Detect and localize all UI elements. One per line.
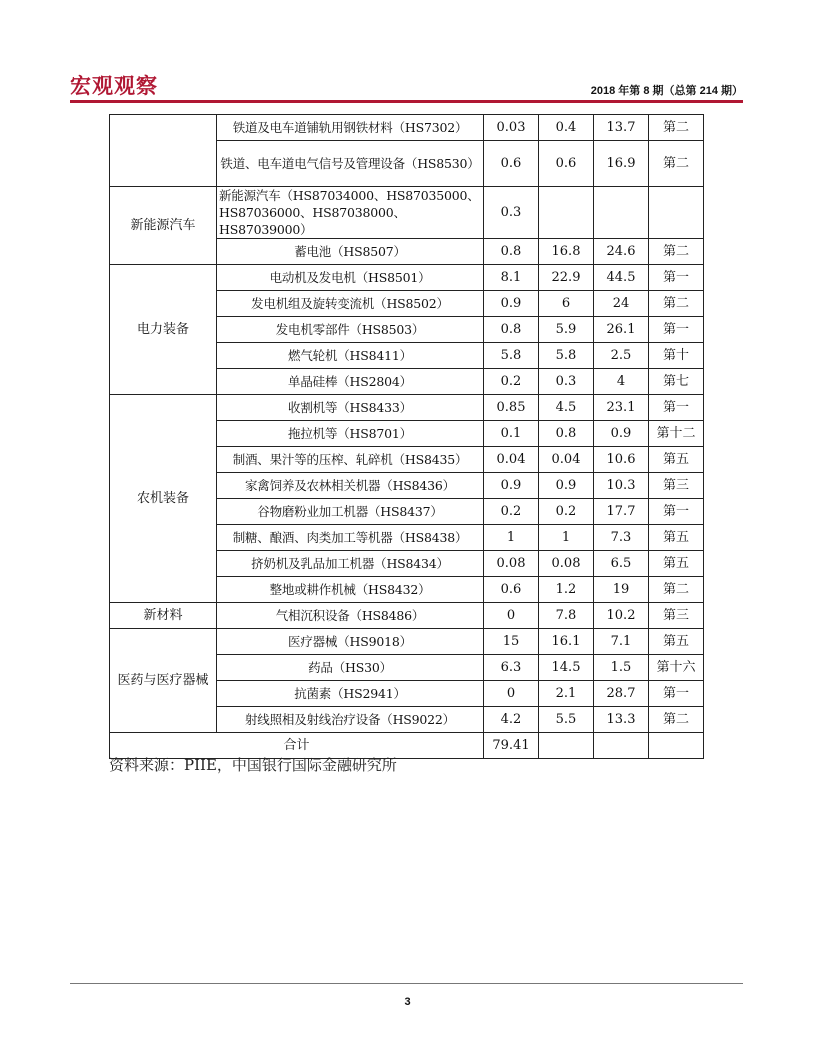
value-cell: 2.1: [539, 681, 594, 707]
value-cell: 13.3: [594, 707, 649, 733]
rank-cell: 第一: [649, 499, 704, 525]
value-cell: 0.9: [484, 291, 539, 317]
product-cell: 发电机零部件（HS8503）: [217, 317, 484, 343]
total-value: 79.41: [484, 733, 539, 759]
rank-cell: 第三: [649, 603, 704, 629]
product-cell: 单晶硅棒（HS2804）: [217, 369, 484, 395]
rank-cell: 第一: [649, 317, 704, 343]
value-cell: 5.9: [539, 317, 594, 343]
value-cell: 6.3: [484, 655, 539, 681]
value-cell: 13.7: [594, 115, 649, 141]
product-cell: 谷物磨粉业加工机器（HS8437）: [217, 499, 484, 525]
product-cell: 气相沉积设备（HS8486）: [217, 603, 484, 629]
value-cell: 44.5: [594, 265, 649, 291]
value-cell: 14.5: [539, 655, 594, 681]
product-cell: 射线照相及射线治疗设备（HS9022）: [217, 707, 484, 733]
rank-cell: 第十: [649, 343, 704, 369]
product-cell: 挤奶机及乳品加工机器（HS8434）: [217, 551, 484, 577]
value-cell: 10.6: [594, 447, 649, 473]
rank-cell: 第五: [649, 551, 704, 577]
table-row: [110, 115, 704, 141]
value-cell: [594, 187, 649, 239]
value-cell: 1.5: [594, 655, 649, 681]
header-divider: [70, 100, 743, 103]
value-cell: 0: [484, 603, 539, 629]
value-cell: 0.9: [594, 421, 649, 447]
value-cell: 1: [539, 525, 594, 551]
value-cell: 4.2: [484, 707, 539, 733]
rank-cell: 第五: [649, 447, 704, 473]
rank-cell: [649, 187, 704, 239]
product-cell: 医疗器械（HS9018）: [217, 629, 484, 655]
category-cell: 新材料: [110, 603, 217, 629]
rank-cell: 第二: [649, 707, 704, 733]
empty-cell: [539, 733, 594, 759]
table-row: [110, 629, 704, 655]
value-cell: 4: [594, 369, 649, 395]
value-cell: 10.3: [594, 473, 649, 499]
category-cell: 农机装备: [110, 395, 217, 603]
product-cell: 燃气轮机（HS8411）: [217, 343, 484, 369]
value-cell: 28.7: [594, 681, 649, 707]
rank-cell: 第二: [649, 577, 704, 603]
value-cell: 24.6: [594, 239, 649, 265]
product-cell: 药品（HS30）: [217, 655, 484, 681]
table-row: [110, 265, 704, 291]
value-cell: 16.1: [539, 629, 594, 655]
value-cell: 0.8: [484, 317, 539, 343]
value-cell: 0.3: [539, 369, 594, 395]
value-cell: 15: [484, 629, 539, 655]
value-cell: 6.5: [594, 551, 649, 577]
value-cell: 0.04: [539, 447, 594, 473]
rank-cell: 第二: [649, 141, 704, 187]
value-cell: 17.7: [594, 499, 649, 525]
value-cell: 0.4: [539, 115, 594, 141]
category-cell: 新能源汽车: [110, 187, 217, 265]
category-cell: 电力装备: [110, 265, 217, 395]
value-cell: 6: [539, 291, 594, 317]
rank-cell: 第一: [649, 395, 704, 421]
value-cell: 0: [484, 681, 539, 707]
total-label: 合计: [110, 733, 484, 759]
value-cell: 0.6: [539, 141, 594, 187]
value-cell: 0.6: [484, 141, 539, 187]
value-cell: 0.8: [539, 421, 594, 447]
category-cell: 医药与医疗器械: [110, 629, 217, 733]
product-cell: 发电机组及旋转变流机（HS8502）: [217, 291, 484, 317]
value-cell: 19: [594, 577, 649, 603]
rank-cell: 第二: [649, 239, 704, 265]
rank-cell: 第二: [649, 115, 704, 141]
value-cell: 0.1: [484, 421, 539, 447]
product-cell: 电动机及发电机（HS8501）: [217, 265, 484, 291]
value-cell: 16.8: [539, 239, 594, 265]
value-cell: 26.1: [594, 317, 649, 343]
value-cell: 0.8: [484, 239, 539, 265]
value-cell: 0.85: [484, 395, 539, 421]
category-cell: [110, 115, 217, 187]
product-cell: 制酒、果汁等的压榨、轧碎机（HS8435）: [217, 447, 484, 473]
footer-divider: [70, 983, 743, 984]
value-cell: 0.03: [484, 115, 539, 141]
product-cell: 拖拉机等（HS8701）: [217, 421, 484, 447]
rank-cell: 第十六: [649, 655, 704, 681]
rank-cell: 第二: [649, 291, 704, 317]
report-title: 宏观观察: [70, 74, 158, 98]
empty-cell: [649, 733, 704, 759]
value-cell: 8.1: [484, 265, 539, 291]
value-cell: 5.8: [539, 343, 594, 369]
value-cell: 1: [484, 525, 539, 551]
product-cell: 铁道、电车道电气信号及管理设备（HS8530）: [217, 141, 484, 187]
rank-cell: 第一: [649, 681, 704, 707]
value-cell: 1.2: [539, 577, 594, 603]
value-cell: 0.9: [484, 473, 539, 499]
product-cell: 整地或耕作机械（HS8432）: [217, 577, 484, 603]
value-cell: 2.5: [594, 343, 649, 369]
rank-cell: 第十二: [649, 421, 704, 447]
product-cell: 铁道及电车道铺轨用钢铁材料（HS7302）: [217, 115, 484, 141]
value-cell: 7.8: [539, 603, 594, 629]
tariff-product-table: [109, 114, 704, 759]
page-number: 3: [404, 996, 411, 1008]
value-cell: 0.04: [484, 447, 539, 473]
value-cell: 0.2: [484, 369, 539, 395]
value-cell: 23.1: [594, 395, 649, 421]
value-cell: 0.9: [539, 473, 594, 499]
value-cell: [539, 187, 594, 239]
value-cell: 0.08: [484, 551, 539, 577]
value-cell: 0.2: [484, 499, 539, 525]
rank-cell: 第五: [649, 629, 704, 655]
table-row: [110, 603, 704, 629]
value-cell: 0.08: [539, 551, 594, 577]
empty-cell: [594, 733, 649, 759]
product-cell: 蓄电池（HS8507）: [217, 239, 484, 265]
value-cell: 5.5: [539, 707, 594, 733]
product-cell: 抗菌素（HS2941）: [217, 681, 484, 707]
product-cell: 新能源汽车（HS87034000、HS87035000、HS87036000、HS87038000、HS87039000）: [217, 187, 484, 239]
value-cell: 0.3: [484, 187, 539, 239]
table-row: [110, 395, 704, 421]
issue-label: 2018 年第 8 期（总第 214 期）: [590, 85, 743, 97]
rank-cell: 第五: [649, 525, 704, 551]
value-cell: 4.5: [539, 395, 594, 421]
value-cell: 5.8: [484, 343, 539, 369]
source-note: 资料来源：PIIE，中国银行国际金融研究所: [109, 756, 397, 774]
value-cell: 7.3: [594, 525, 649, 551]
value-cell: 10.2: [594, 603, 649, 629]
rank-cell: 第三: [649, 473, 704, 499]
value-cell: 24: [594, 291, 649, 317]
value-cell: 7.1: [594, 629, 649, 655]
value-cell: 16.9: [594, 141, 649, 187]
value-cell: 0.6: [484, 577, 539, 603]
value-cell: 22.9: [539, 265, 594, 291]
rank-cell: 第一: [649, 265, 704, 291]
table-row: [110, 187, 704, 239]
value-cell: 0.2: [539, 499, 594, 525]
rank-cell: 第七: [649, 369, 704, 395]
product-cell: 收割机等（HS8433）: [217, 395, 484, 421]
product-cell: 制糖、酿酒、肉类加工等机器（HS8438）: [217, 525, 484, 551]
product-cell: 家禽饲养及农林相关机器（HS8436）: [217, 473, 484, 499]
